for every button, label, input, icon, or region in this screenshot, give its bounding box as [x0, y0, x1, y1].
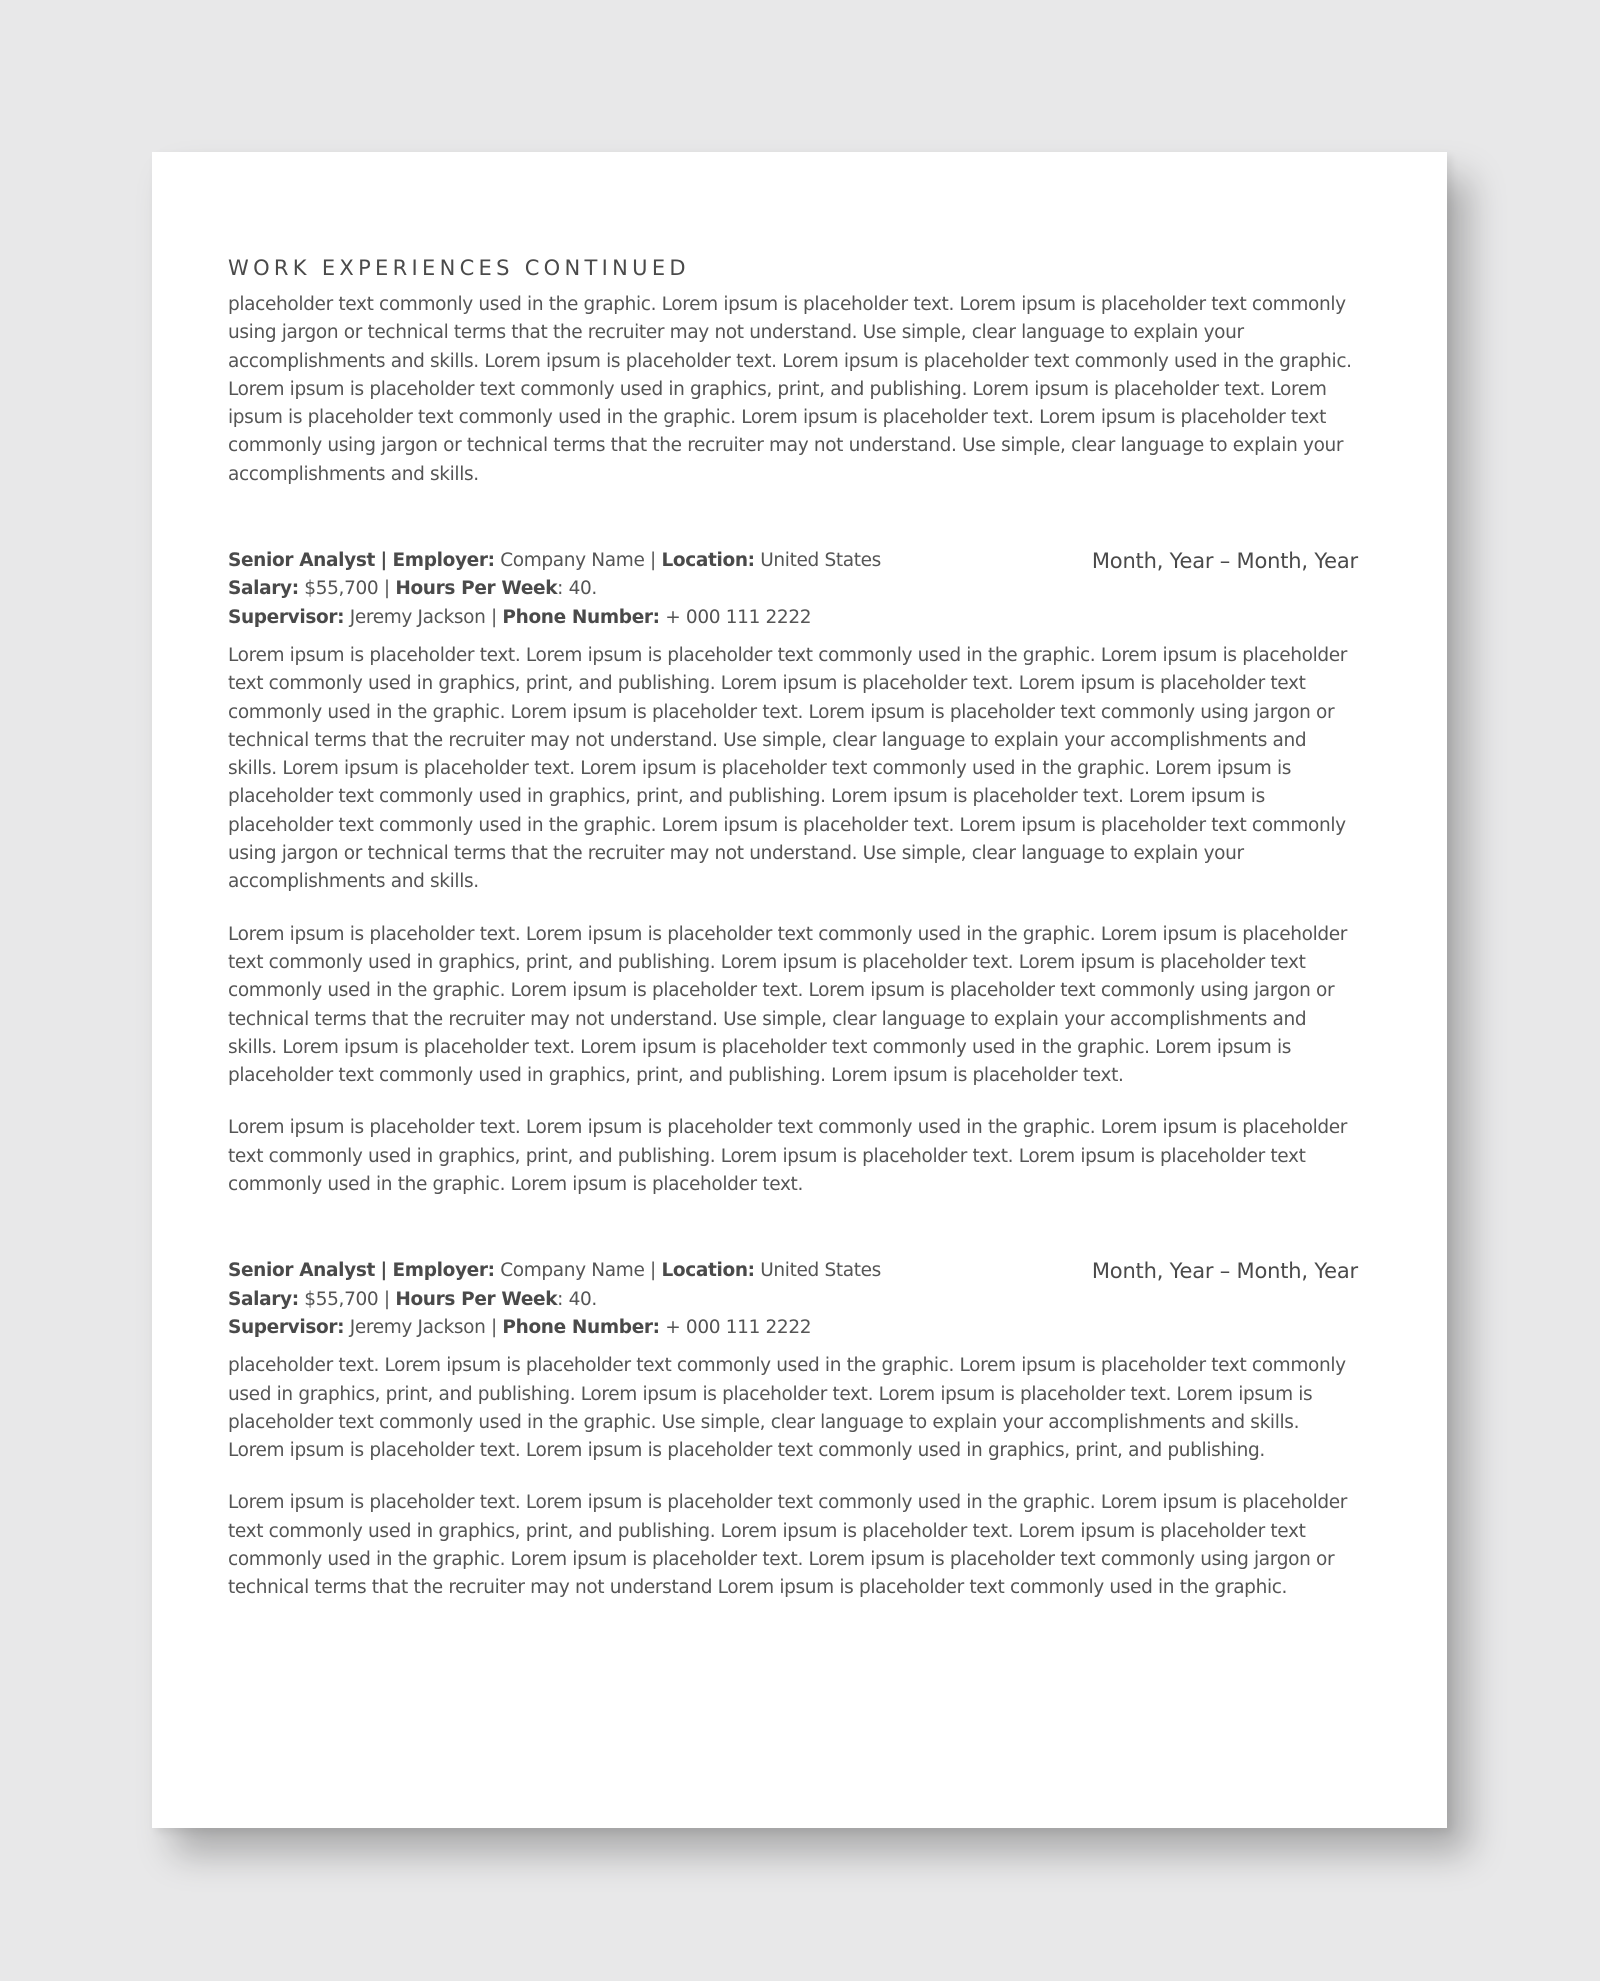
location-value: United States: [760, 550, 881, 572]
employer-label: Employer:: [392, 1260, 495, 1282]
salary-label: Salary:: [228, 578, 299, 600]
job-paragraph: Lorem ipsum is placeholder text. Lorem ipsum is placeholder text commonly used in the graphic. Lorem ipsum is placeholder text commonly used in graphics, print, and publishing. Lorem ipsum is placeholder text. Lorem ipsum is placeholder text commonly used in the graphic. Lorem ipsum is placeholder text. Lorem ipsum is placeholder text commonly using jargon or technical terms that the recruiter may not understand Lorem ipsum is placeholder text commonly used in the graphic.: [228, 1492, 1348, 1599]
job-paragraph: placeholder text. Lorem ipsum is placeholder text commonly used in the graphic. Lorem ipsum is placeholder text commonly used in graphics, print, and publishing. Lorem ipsum is placeholder text. Lorem ipsum is placeholder text. Lorem ipsum is placeholder text commonly used in the graphic. Use simple, clear language to explain your accomplishments and skills. Lorem ipsum is placeholder text. Lorem ipsum is placeholder text commonly used in graphics, print, and publishing.: [228, 1355, 1346, 1462]
job-paragraph: Lorem ipsum is placeholder text. Lorem ipsum is placeholder text commonly used in the graphic. Lorem ipsum is placeholder text commonly used in graphics, print, and publishing. Lorem ipsum is placeholder text. Lorem ipsum is placeholder text commonly used in the graphic. Lorem ipsum is placeholder text. Lorem ipsum is placeholder text commonly using jargon or technical terms that the recruiter may not understand. Use simple, clear language to explain your accomplishments and skills. Lorem ipsum is placeholder text. Lorem ipsum is placeholder text commonly used in the graphic. Lorem ipsum is placeholder text commonly used in graphics, print, and publishing. Lorem ipsum is placeholder text. Lorem ipsum is placeholder text commonly used in the graphic. Lorem ipsum is placeholder text. Lorem ipsum is placeholder text commonly using jargon or technical terms that the recruiter may not understand. Use simple, clear language to explain your accomplishments and skills.: [228, 644, 1348, 893]
supervisor-label: Supervisor:: [228, 1316, 345, 1338]
location-label: Location:: [661, 550, 755, 572]
job-paragraph: Lorem ipsum is placeholder text. Lorem ipsum is placeholder text commonly used in the graphic. Lorem ipsum is placeholder text commonly used in graphics, print, and publishing. Lorem ipsum is placeholder text. Lorem ipsum is placeholder text commonly used in the graphic. Lorem ipsum is placeholder text. Lorem ipsum is placeholder text commonly using jargon or technical terms that the recruiter may not understand. Use simple, clear language to explain your accomplishments and skills. Lorem ipsum is placeholder text. Lorem ipsum is placeholder text commonly used in the graphic. Lorem ipsum is placeholder text commonly used in graphics, print, and publishing. Lorem ipsum is placeholder text.: [228, 923, 1348, 1087]
job-entry-2: [228, 1257, 1358, 1602]
location-value: United States: [760, 1260, 881, 1282]
salary-line: [228, 1286, 1358, 1314]
separator: |: [491, 1316, 497, 1338]
supervisor-line: [228, 604, 1358, 632]
section-title: WORK EXPERIENCES CONTINUED: [228, 256, 690, 280]
separator: |: [491, 606, 497, 628]
job-header: [228, 1257, 1358, 1342]
hours-value: : 40.: [557, 578, 597, 600]
separator: |: [380, 550, 387, 572]
hours-label: Hours Per Week: [395, 1288, 558, 1310]
job-entry-1: [228, 547, 1358, 1199]
hours-value: : 40.: [557, 1288, 597, 1310]
supervisor-line: [228, 1314, 1358, 1342]
separator: |: [650, 550, 656, 572]
phone-label: Phone Number:: [502, 1316, 660, 1338]
job-title: Senior Analyst: [228, 1260, 375, 1282]
salary-value: $55,700: [304, 1288, 379, 1310]
phone-value: + 000 111 2222: [665, 1316, 812, 1338]
location-label: Location:: [661, 1260, 755, 1282]
separator: |: [380, 1260, 387, 1282]
job-title: Senior Analyst: [228, 550, 375, 572]
document-page: [152, 152, 1447, 1828]
employer-label: Employer:: [392, 550, 495, 572]
job-dates: Month, Year – Month, Year: [1091, 1259, 1358, 1284]
salary-line: [228, 575, 1358, 603]
supervisor-label: Supervisor:: [228, 606, 345, 628]
separator: |: [650, 1260, 656, 1282]
hours-label: Hours Per Week: [395, 578, 558, 600]
employer-value: Company Name: [500, 550, 645, 572]
job-dates: Month, Year – Month, Year: [1091, 549, 1358, 574]
separator: |: [383, 578, 390, 600]
salary-value: $55,700: [304, 578, 379, 600]
employer-value: Company Name: [500, 1260, 645, 1282]
phone-value: + 000 111 2222: [665, 606, 812, 628]
intro-paragraph: placeholder text commonly used in the graphic. Lorem ipsum is placeholder text. Lorem ipsum is placeholder text commonly using jargon or technical terms that the recruiter may not understand. Use simple, clear language to explain your accomplishments and skills. Lorem ipsum is placeholder text. Lorem ipsum is placeholder text commonly used in the graphic. Lorem ipsum is placeholder text commonly used in graphics, print, and publishing. Lorem ipsum is placeholder text. Lorem ipsum is placeholder text commonly used in the graphic. Lorem ipsum is placeholder text. Lorem ipsum is placeholder text commonly using jargon or technical terms that the recruiter may not understand. Use simple, clear language to explain your accomplishments and skills.: [228, 294, 1352, 485]
supervisor-value: Jeremy Jackson: [349, 1316, 486, 1338]
separator: |: [383, 1288, 390, 1310]
page-content: [228, 253, 1358, 1627]
job-header: [228, 547, 1358, 632]
phone-label: Phone Number:: [502, 606, 660, 628]
salary-label: Salary:: [228, 1288, 299, 1310]
job-paragraph: Lorem ipsum is placeholder text. Lorem ipsum is placeholder text commonly used in the graphic. Lorem ipsum is placeholder text commonly used in graphics, print, and publishing. Lorem ipsum is placeholder text. Lorem ipsum is placeholder text commonly used in the graphic. Lorem ipsum is placeholder text.: [228, 1117, 1348, 1196]
supervisor-value: Jeremy Jackson: [349, 606, 486, 628]
